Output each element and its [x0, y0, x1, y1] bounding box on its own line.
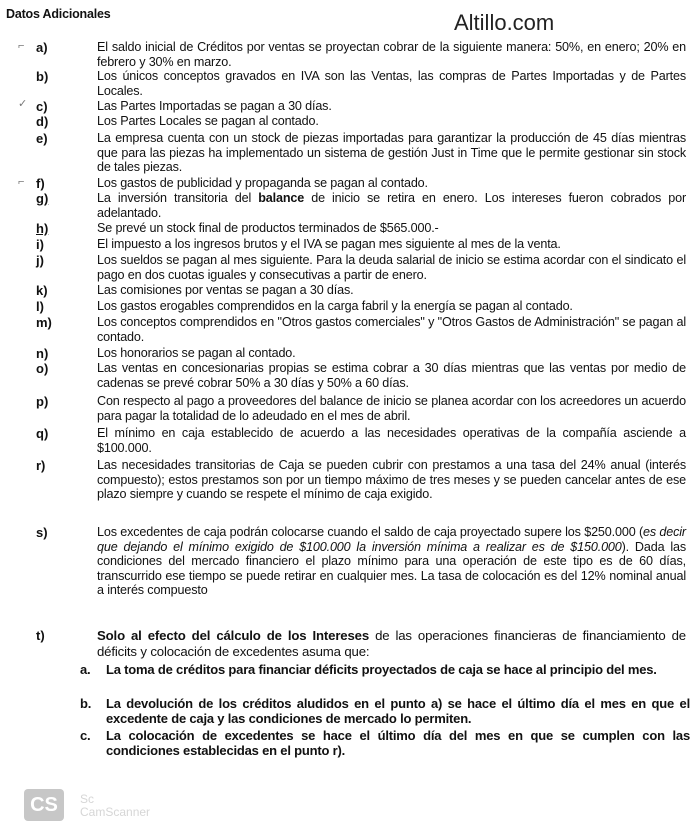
- item-text: Los gastos erogables comprendidos en la carga fabril y la energía se pagan al contado.: [97, 299, 573, 313]
- sub-item-text: La toma de créditos para financiar déficits proyectados de caja se hace al principio del mes.: [106, 662, 657, 677]
- list-item: [0, 346, 700, 361]
- item-letter: j): [36, 253, 44, 268]
- item-text: Las Partes Importadas se pagan a 30 días.: [97, 99, 332, 113]
- item-text: Con respecto al pago a proveedores del balance de inicio se planea acordar con los acreedores un acuerdo para pagar la totalidad de lo adeudado en el mes de abril.: [97, 394, 686, 423]
- item-text-bold: balance: [258, 191, 305, 205]
- list-item: [0, 394, 700, 426]
- list-item: [0, 628, 700, 662]
- item-text: Los sueldos se pagan al mes siguiente. Para la deuda salarial de inicio se estima acordar con el sindicato el pago en dos cuotas iguales y consecutivas a partir de enero.: [97, 253, 686, 282]
- item-text: [97, 628, 686, 659]
- list-item: [0, 458, 700, 525]
- list-item: [0, 69, 700, 99]
- list-item: [0, 99, 700, 114]
- item-text: El saldo inicial de Créditos por ventas se proyectan cobrar de la siguiente manera: 50%, en enero; 20% en febrero y 30% en marzo.: [97, 40, 686, 69]
- item-letter: q): [36, 426, 49, 441]
- list-item: [0, 114, 700, 131]
- item-letter: g): [36, 191, 49, 206]
- check-mark-icon: ⌐: [18, 176, 25, 188]
- item-letter: m): [36, 315, 52, 330]
- item-letter: k): [36, 283, 48, 298]
- document-body: [0, 40, 700, 760]
- sub-item-letter: a.: [80, 662, 91, 677]
- list-item: [0, 40, 700, 69]
- list-item: [0, 191, 700, 221]
- item-letter: c): [36, 99, 48, 114]
- item-letter: d): [36, 114, 49, 129]
- item-letter: f): [36, 176, 45, 191]
- list-item: [0, 253, 700, 283]
- list-item: [0, 299, 700, 315]
- item-text: La empresa cuenta con un stock de piezas importadas para garantizar la producción de 45 días mientras que para las piezas ha implementado un sistema de gestión Just in Time que le permite gestionar sin stock de tales piezas.: [97, 131, 686, 175]
- list-item: [0, 315, 700, 346]
- item-letter: t): [36, 628, 45, 643]
- camscanner-logo-icon: CS: [24, 789, 64, 821]
- item-text: Los conceptos comprendidos en "Otros gastos comerciales" y "Otros Gastos de Administración" se pagan al contado.: [97, 315, 686, 344]
- camscanner-line2: CamScanner: [80, 805, 151, 819]
- item-letter: p): [36, 394, 49, 409]
- item-text: El impuesto a los ingresos brutos y el IVA se pagan mes siguiente al mes de la venta.: [97, 237, 561, 251]
- check-mark-icon: ⌐: [18, 40, 25, 52]
- sub-item-letter: c.: [80, 728, 91, 743]
- item-text: Los gastos de publicidad y propaganda se pagan al contado.: [97, 176, 428, 190]
- sub-list-item: [80, 728, 690, 760]
- item-text: Los únicos conceptos gravados en IVA son las Ventas, las compras de Partes Importadas y de Partes Locales.: [97, 69, 686, 98]
- item-text-italic: es decir que dejando el mínimo exigido de $100.000 la inversión mínima a realizar es de $150.000: [97, 525, 686, 554]
- item-text-bold: Solo al efecto del cálculo de los Intereses: [97, 628, 370, 643]
- list-item: [0, 131, 700, 176]
- list-item: [0, 283, 700, 299]
- page-title: Datos Adicionales: [6, 7, 111, 21]
- item-letter: i): [36, 237, 44, 252]
- item-text: Se prevé un stock final de productos terminados de $565.000.-: [97, 221, 439, 235]
- sub-list-item: [80, 696, 690, 728]
- item-letter: r): [36, 458, 46, 473]
- list-item: [0, 525, 700, 628]
- list-item: [0, 361, 700, 394]
- item-text-post: ). Dada las condiciones del mercado financiero el plazo mínimo para una operación de este tipo es de 60 días, transcurrido ese tiempo se puede retirar en cualquier mes. La tasa de colocación es del 12% nominal anual a interés compuesto: [97, 539, 686, 598]
- watermark-text: Altillo.com: [454, 10, 555, 35]
- item-letter: h): [36, 221, 49, 236]
- item-text: Las ventas en concesionarias propias se estima cobrar a 30 días mientras que las ventas por medio de cadenas se prevé cobrar 50% a 30 días y 50% a 60 días.: [97, 361, 686, 390]
- item-text-post: de las operaciones financieras de financiamiento de déficits y colocación de excedentes asuma que:: [97, 628, 686, 659]
- check-mark-icon: ✓: [18, 98, 28, 110]
- sub-item-text: La colocación de excedentes se hace el último día del mes en que se cumplen con las condiciones establecidas en el punto r).: [106, 728, 690, 758]
- item-letter: b): [36, 69, 49, 84]
- sub-item-letter: b.: [80, 696, 92, 711]
- list-item: [0, 221, 700, 237]
- item-text-post: de inicio se retira en enero. Los intereses fueron cobrados por adelantado.: [97, 191, 686, 220]
- item-text: [97, 525, 686, 598]
- item-text: Las comisiones por ventas se pagan a 30 días.: [97, 283, 354, 297]
- item-text: Las necesidades transitorias de Caja se pueden cubrir con prestamos a una tasa del 24% anual (interés compuesto); estos prestamos son por un tiempo máximo de tres meses y se pueden cancelar antes de ese plazo siempre y cuando se respete el mínimo de caja exigido.: [97, 458, 686, 502]
- item-letter: o): [36, 361, 49, 376]
- camscanner-line1: Sc: [80, 792, 95, 806]
- list-item: [0, 237, 700, 253]
- item-letter: l): [36, 299, 44, 314]
- item-text-pre: Los excedentes de caja podrán colocarse cuando el saldo de caja proyectado supere los $250.000 (: [97, 525, 644, 539]
- list-item: [0, 426, 700, 458]
- item-letter: s): [36, 525, 48, 540]
- item-text: [97, 191, 686, 220]
- item-text: Los Partes Locales se pagan al contado.: [97, 114, 319, 128]
- camscanner-watermark: [80, 793, 150, 819]
- item-letter: e): [36, 131, 48, 146]
- item-text: Los honorarios se pagan al contado.: [97, 346, 296, 360]
- item-text: El mínimo en caja establecido de acuerdo a las necesidades operativas de la compañía asciende a $100.000.: [97, 426, 686, 455]
- item-text-pre: La inversión transitoria del: [97, 191, 259, 205]
- sub-list-item: [80, 662, 690, 696]
- list-item: [0, 176, 700, 191]
- item-letter: a): [36, 40, 48, 55]
- item-letter: n): [36, 346, 49, 361]
- sub-item-text: La devolución de los créditos aludidos en el punto a) se hace el último día el mes en que el excedente de caja y las condiciones de mercado lo permiten.: [106, 696, 690, 726]
